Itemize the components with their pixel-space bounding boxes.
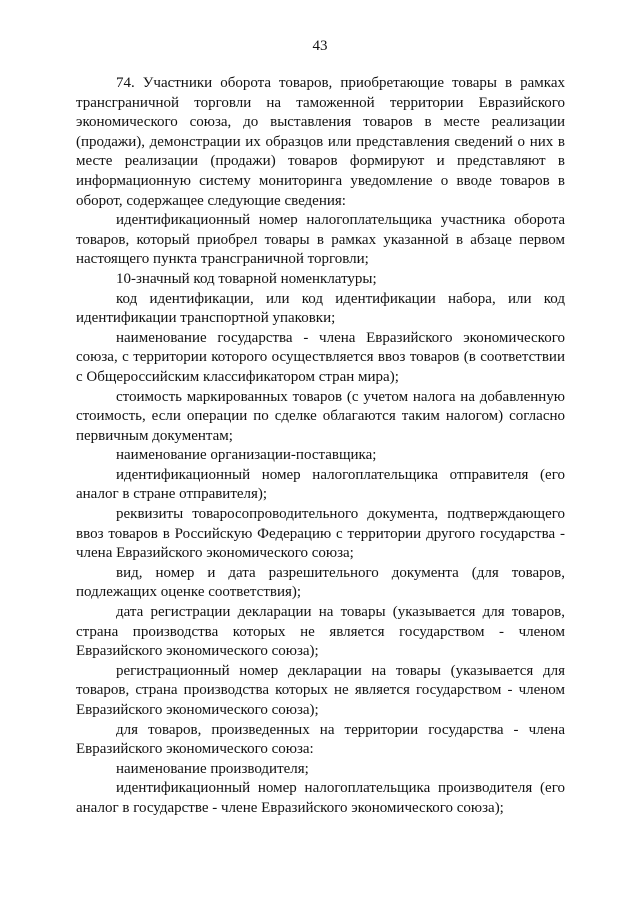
paragraph-declaration-date: дата регистрации декларации на товары (указывается для товаров, страна производства которых не является государством - членом Евразийского экономического союза); <box>76 604 565 660</box>
paragraph-shipping-document: реквизиты товаросопроводительного документа, подтверждающего ввоз товаров в Российскую Федерацию с территории другого государства - члена Евразийского экономического союза; <box>76 506 565 562</box>
paragraph-taxpayer-id: идентификационный номер налогоплательщика участника оборота товаров, который приобрел товары в рамках указанной в абзаце первом настоящего пункта трансграничной торговли; <box>76 212 565 268</box>
paragraph-supplier-name: наименование организации-поставщика; <box>116 447 377 464</box>
paragraph-sender-taxpayer-id: идентификационный номер налогоплательщика отправителя (его аналог в стране отправителя); <box>76 466 565 503</box>
paragraph-commodity-code: 10-значный код товарной номенклатуры; <box>116 270 377 287</box>
paragraph-manufacturer-name: наименование производителя; <box>116 760 309 777</box>
paragraph-eaeu-produced-goods: для товаров, произведенных на территории государства - члена Евразийского экономического союза: <box>76 721 565 758</box>
document-body <box>76 74 565 819</box>
paragraph-goods-value: стоимость маркированных товаров (с учетом налога на добавленную стоимость, если операции по сделке облагаются таким налогом) согласно первичным документам; <box>76 388 565 444</box>
paragraph-declaration-number: регистрационный номер декларации на товары (указывается для товаров, страна производства которых не является государством - членом Евразийского экономического союза); <box>76 662 565 718</box>
paragraph-permit-document: вид, номер и дата разрешительного документа (для товаров, подлежащих оценке соответствия); <box>76 564 565 601</box>
paragraph-identification-code: код идентификации, или код идентификации набора, или код идентификации транспортной упаковки; <box>76 290 565 327</box>
paragraph-manufacturer-taxpayer-id: идентификационный номер налогоплательщика производителя (его аналог в государстве - члене Евразийского экономического союза); <box>76 780 565 816</box>
page-number: 43 <box>312 38 328 54</box>
paragraph-member-state: наименование государства - члена Евразийского экономического союза, с территории которого осуществляется ввоз товаров (в соответствии с Общероссийским классификатором стран мира); <box>76 329 565 385</box>
paragraph-74-intro: 74. Участники оборота товаров, приобретающие товары в рамках трансграничной торговли на таможенной территории Евразийского экономического союза, до выставления товаров в месте реализации (продажи), демонстрации их образцов или представления сведений о них в месте реализации (продажи) товаров формируют и представляют в информационную систему мониторинга уведомление о вводе товаров в оборот, содержащее следующие сведения: <box>76 75 565 209</box>
